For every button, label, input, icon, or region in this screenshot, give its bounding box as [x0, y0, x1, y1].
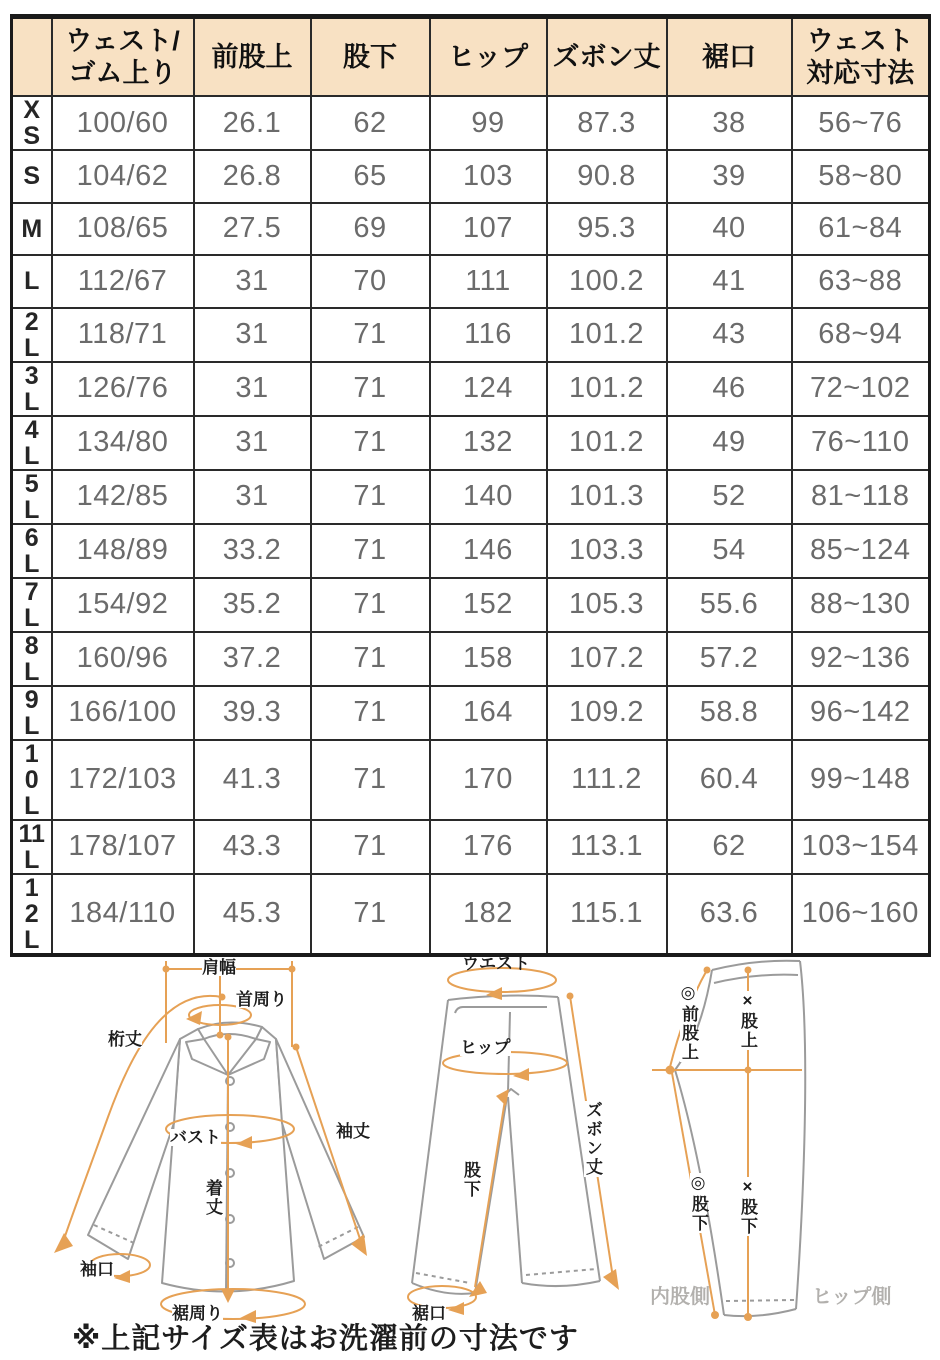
hem-opening-label: 裾口	[412, 1304, 446, 1323]
size-label-cell: M	[12, 203, 52, 256]
value-cell: 172/103	[52, 740, 194, 820]
table-row	[12, 150, 930, 203]
value-cell: 45.3	[194, 874, 311, 955]
column-header: 裾口	[667, 17, 792, 97]
table-row	[12, 470, 930, 524]
waist-label: ウエスト	[462, 954, 530, 973]
hip-side-label: ヒップ側	[812, 1286, 892, 1308]
value-cell: 31	[194, 470, 311, 524]
value-cell: 71	[311, 686, 430, 740]
value-cell: 88~130	[792, 578, 930, 632]
shoulder-width-label: 肩幅	[202, 958, 236, 977]
value-cell: 104/62	[52, 150, 194, 203]
cuff-opening-label: 袖口	[80, 1260, 114, 1279]
value-cell: 166/100	[52, 686, 194, 740]
size-label-cell: 4L	[12, 416, 52, 470]
value-cell: 39	[667, 150, 792, 203]
table-row	[12, 686, 930, 740]
table-row	[12, 578, 930, 632]
size-label-cell: L	[12, 255, 52, 308]
pre-wash-note: ※上記サイズ表はお洗濯前の寸法です	[72, 1323, 579, 1355]
value-cell: 31	[194, 416, 311, 470]
value-cell: 101.2	[547, 362, 667, 416]
value-cell: 35.2	[194, 578, 311, 632]
bust-label: バスト	[170, 1128, 221, 1147]
value-cell: 142/85	[52, 470, 194, 524]
value-cell: 87.3	[547, 96, 667, 150]
column-header: 前股上	[194, 17, 311, 97]
value-cell: 55.6	[667, 578, 792, 632]
value-cell: 103.3	[547, 524, 667, 578]
value-cell: 132	[430, 416, 547, 470]
value-cell: 41.3	[194, 740, 311, 820]
size-label-cell: 10L	[12, 740, 52, 820]
pants-front-measure-diagram	[400, 945, 640, 1337]
value-cell: 148/89	[52, 524, 194, 578]
value-cell: 31	[194, 362, 311, 416]
table-row	[12, 820, 930, 874]
value-cell: 164	[430, 686, 547, 740]
value-cell: 57.2	[667, 632, 792, 686]
value-cell: 71	[311, 470, 430, 524]
table-header-row	[12, 17, 930, 97]
value-cell: 103~154	[792, 820, 930, 874]
column-header: ウェスト/ゴム上り	[52, 17, 194, 97]
value-cell: 96~142	[792, 686, 930, 740]
value-cell: 71	[311, 578, 430, 632]
inseam-label: 股下	[461, 1161, 480, 1199]
size-label-cell: 2L	[12, 308, 52, 362]
value-cell: 111	[430, 255, 547, 308]
size-label-cell: 3L	[12, 362, 52, 416]
value-cell: 92~136	[792, 632, 930, 686]
table-row	[12, 255, 930, 308]
value-cell: 105.3	[547, 578, 667, 632]
value-cell: 146	[430, 524, 547, 578]
value-cell: 63.6	[667, 874, 792, 955]
inseam-a-label: ◎股下	[689, 1173, 708, 1233]
value-cell: 154/92	[52, 578, 194, 632]
table-row	[12, 362, 930, 416]
value-cell: 52	[667, 470, 792, 524]
value-cell: 58.8	[667, 686, 792, 740]
value-cell: 71	[311, 416, 430, 470]
table-row	[12, 308, 930, 362]
value-cell: 46	[667, 362, 792, 416]
value-cell: 43	[667, 308, 792, 362]
table-row	[12, 874, 930, 955]
front-rise-label: ◎前股上	[679, 983, 698, 1062]
table-body	[12, 96, 930, 955]
table-row	[12, 416, 930, 470]
inner-thigh-side-label: 内股側	[650, 1286, 710, 1308]
value-cell: 68~94	[792, 308, 930, 362]
value-cell: 126/76	[52, 362, 194, 416]
value-cell: 39.3	[194, 686, 311, 740]
value-cell: 107.2	[547, 632, 667, 686]
hip-label: ヒップ	[460, 1038, 511, 1057]
value-cell: 112/67	[52, 255, 194, 308]
value-cell: 100/60	[52, 96, 194, 150]
table-row	[12, 740, 930, 820]
size-label-cell: 11L	[12, 820, 52, 874]
value-cell: 27.5	[194, 203, 311, 256]
value-cell: 61~84	[792, 203, 930, 256]
size-label-cell: 5L	[12, 470, 52, 524]
value-cell: 76~110	[792, 416, 930, 470]
value-cell: 116	[430, 308, 547, 362]
column-header: ズボン丈	[547, 17, 667, 97]
value-cell: 118/71	[52, 308, 194, 362]
column-header: 股下	[311, 17, 430, 97]
value-cell: 184/110	[52, 874, 194, 955]
value-cell: 115.1	[547, 874, 667, 955]
value-cell: 58~80	[792, 150, 930, 203]
value-cell: 71	[311, 740, 430, 820]
table-row	[12, 524, 930, 578]
value-cell: 37.2	[194, 632, 311, 686]
rise-label: ×股上	[738, 991, 757, 1050]
value-cell: 176	[430, 820, 547, 874]
value-cell: 71	[311, 524, 430, 578]
value-cell: 182	[430, 874, 547, 955]
value-cell: 65	[311, 150, 430, 203]
value-cell: 124	[430, 362, 547, 416]
value-cell: 63~88	[792, 255, 930, 308]
value-cell: 152	[430, 578, 547, 632]
value-cell: 81~118	[792, 470, 930, 524]
value-cell: 158	[430, 632, 547, 686]
size-label-cell: 12L	[12, 874, 52, 955]
value-cell: 101.2	[547, 308, 667, 362]
value-cell: 140	[430, 470, 547, 524]
value-cell: 111.2	[547, 740, 667, 820]
value-cell: 160/96	[52, 632, 194, 686]
value-cell: 31	[194, 308, 311, 362]
value-cell: 99	[430, 96, 547, 150]
value-cell: 26.1	[194, 96, 311, 150]
yuki-length-label: 桁丈	[108, 1030, 142, 1049]
value-cell: 103	[430, 150, 547, 203]
column-header: ヒップ	[430, 17, 547, 97]
pants-front-drawing	[400, 945, 640, 1337]
body-length-label: 着丈	[203, 1179, 222, 1217]
value-cell: 100.2	[547, 255, 667, 308]
shirt-measure-diagram	[40, 947, 380, 1339]
column-header: ウェスト対応寸法	[792, 17, 930, 97]
table-row	[12, 203, 930, 256]
value-cell: 43.3	[194, 820, 311, 874]
size-label-cell: 8L	[12, 632, 52, 686]
value-cell: 90.8	[547, 150, 667, 203]
table-row	[12, 96, 930, 150]
value-cell: 62	[311, 96, 430, 150]
size-label-cell: 9L	[12, 686, 52, 740]
size-label-cell: 7L	[12, 578, 52, 632]
value-cell: 109.2	[547, 686, 667, 740]
value-cell: 71	[311, 308, 430, 362]
value-cell: 101.3	[547, 470, 667, 524]
value-cell: 49	[667, 416, 792, 470]
value-cell: 71	[311, 362, 430, 416]
value-cell: 71	[311, 874, 430, 955]
value-cell: 38	[667, 96, 792, 150]
neck-girth-label: 首周り	[236, 990, 287, 1009]
corner-cell	[12, 17, 52, 97]
value-cell: 106~160	[792, 874, 930, 955]
value-cell: 31	[194, 255, 311, 308]
size-label-cell: 6L	[12, 524, 52, 578]
pants-side-measure-diagram	[650, 945, 940, 1337]
pants-length-label: ズボン丈	[583, 1101, 602, 1177]
value-cell: 170	[430, 740, 547, 820]
value-cell: 56~76	[792, 96, 930, 150]
value-cell: 113.1	[547, 820, 667, 874]
value-cell: 95.3	[547, 203, 667, 256]
value-cell: 40	[667, 203, 792, 256]
value-cell: 85~124	[792, 524, 930, 578]
value-cell: 33.2	[194, 524, 311, 578]
value-cell: 54	[667, 524, 792, 578]
table-row	[12, 632, 930, 686]
hem-around-label: 裾周り	[172, 1304, 223, 1323]
value-cell: 26.8	[194, 150, 311, 203]
value-cell: 101.2	[547, 416, 667, 470]
value-cell: 41	[667, 255, 792, 308]
sleeve-length-label: 袖丈	[336, 1122, 370, 1141]
pants-side-measure-lines	[652, 967, 802, 1322]
value-cell: 62	[667, 820, 792, 874]
value-cell: 69	[311, 203, 430, 256]
size-label-cell: XS	[12, 96, 52, 150]
value-cell: 71	[311, 632, 430, 686]
inseam-b-label: ×股下	[738, 1177, 757, 1236]
value-cell: 108/65	[52, 203, 194, 256]
value-cell: 71	[311, 820, 430, 874]
value-cell: 107	[430, 203, 547, 256]
value-cell: 70	[311, 255, 430, 308]
shirt-outline	[88, 1022, 364, 1293]
value-cell: 60.4	[667, 740, 792, 820]
value-cell: 134/80	[52, 416, 194, 470]
size-chart-table	[10, 14, 931, 957]
value-cell: 178/107	[52, 820, 194, 874]
value-cell: 99~148	[792, 740, 930, 820]
size-label-cell: S	[12, 150, 52, 203]
value-cell: 72~102	[792, 362, 930, 416]
